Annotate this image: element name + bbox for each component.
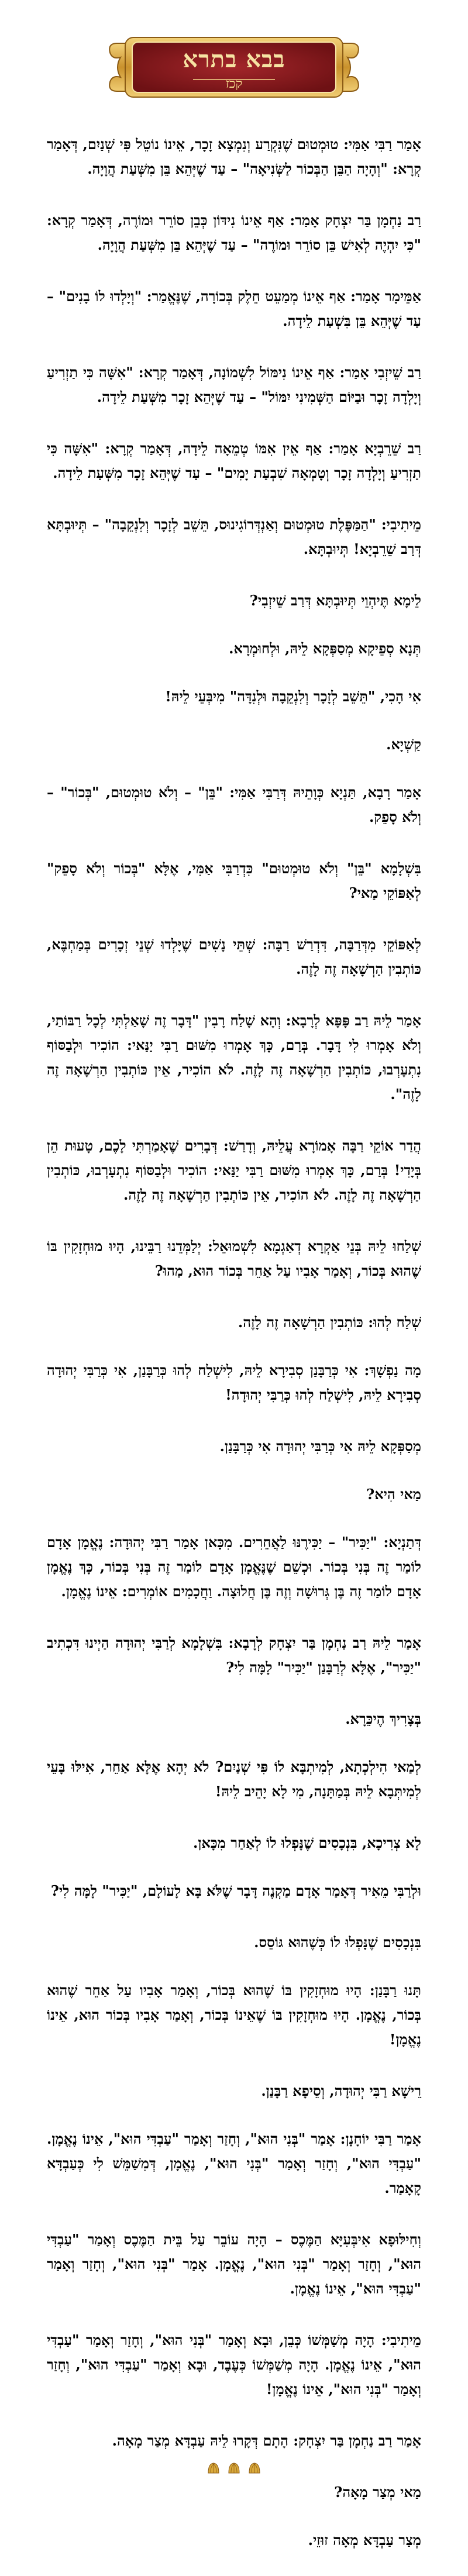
paragraph: בְּצָרִיךְ הֶיכֵּרָא. [345, 1710, 421, 1727]
paragraph: וּלְרַבִּי מֵאִיר דְּאָמַר אָדָם מַקְנֶה דָּבָר שֶׁלֹּא בָּא לָעוֹלָם, "יַכִּיר" לָמָּה לִי? [50, 1882, 421, 1899]
paragraph: אָמַר רַב נַחְמָן בַּר יִצְחָק: הָתָם דְּקָרוּ לֵיהּ עַבְדָּא מְצַר מָאָה. [112, 2432, 421, 2449]
gold-dome-icon [207, 2461, 220, 2474]
header-banner [105, 33, 363, 102]
paragraph: לָא צְרִיכָא, בִּנְכָסִים שֶׁנָּפְלוּ לוֹ לְאַחַר מִכָּאן. [193, 1834, 421, 1851]
paragraph: שְׁלַחוּ לֵיהּ בְּנֵי אַקְרָא דְאַגְמָא לִשְׁמוּאֵל: יְלַמְּדֵנוּ רַבֵּינוּ, הָיוּ מוּחְזָקִין בּוֹ שֶׁהוּא בְּכוֹר, וְאָמַר אָבִיו עַל אַחֵר בְּכוֹר הוּא, מַהוּ? [47, 1238, 421, 1279]
paragraph: תָּנוּ רַבָּנַן: הָיוּ מוּחְזָקִין בּוֹ שֶׁהוּא בְּכוֹר, וְאָמַר אָבִיו עַל אַחֵר שֶׁהוּא בְּכוֹר, נֶאֱמָן. הָיוּ מוּחְזָקִין בּוֹ שֶׁאֵינוֹ בְּכוֹר, וְאָמַר אָבִיו בְּכוֹר הוּא, אֵינוֹ נֶאֱמָן! [47, 1982, 421, 2048]
paragraph: בִּנְכָסִים שֶׁנָּפְלוּ לוֹ כְּשֶׁהוּא גּוֹסֵס. [254, 1934, 421, 1951]
paragraph: אָמַר רַבִּי אַמִּי: טוּמְטוּם שֶׁנִּקְרַע וְנִמְצָא זָכָר, אֵינוֹ נוֹטֵל פִּי שְׁנַיִם, דְּאָמַר קְרָא: "וְהָיָה הַבֵּן הַבְּכוֹר לַשְּׂנִיאָה" – עַד שֶׁיְּהֵא בֵּן מִשְּׁעַת הֲוָיָה. [47, 136, 421, 177]
paragraph: מֵיתִיבִי: "הַמַּפֶּלֶת טוּמְטוּם וְאַנְדְּרוֹגִינוּס, תֵּשֵׁב לְזָכָר וְלִנְקֵבָה" – תְּיוּבְתָּא דְּרַב שֵׁרֵבְיָא! תְּיוּבְתָּא. [47, 516, 421, 557]
paragraph: בִּשְׁלָמָא "בֵּן" וְלֹא טוּמְטוּם" כִּדְרַבִּי אַמִּי, אֶלָּא "בְּכוֹר וְלֹא סָפֵק" לְאַפּוֹקֵי מַאי? [47, 860, 421, 901]
paragraph: לְמַאי הִילְכְתָא, לְמִיתְבָּא לוֹ פִּי שְׁנַיִם? לֹא יְהָא אֶלָּא אַחֵר, אִילּוּ בָּעֵי לְמִיתְּבָא לֵיהּ בְּמַתָּנָה, מִי לָא יָהֵיב לֵיהּ! [47, 1758, 421, 1800]
paragraph: תְּנָא סְפֵיקָא מְסַפְּקָא לֵיהּ, וּלְחוּמְרָא. [229, 640, 421, 657]
paragraph: אַמֵּימָר אָמַר: אַף אֵינוֹ מְמַעֵט חֵלֶק בְּכוֹרָה, שֶׁנֶּאֱמַר: "וְיָלְדוּ לוֹ בָנִים" – עַד שֶׁיְּהֵא בֵּן בִּשְׁעַת לֵידָה. [47, 288, 421, 329]
gold-dome-icon [228, 2461, 240, 2474]
paragraph: מֵיתִיבִי: הָיָה מְשַׁמְּשׁוֹ כְּבֵן, וּבָא וְאָמַר "בְּנִי הוּא", וְחָזַר וְאָמַר "עַבְדִּי הוּא", אֵינוֹ נֶאֱמָן. הָיָה מְשַׁמְּשׁוֹ כְּעֶבֶד, וּבָא וְאָמַר "עַבְדִּי הוּא", וְחָזַר וְאָמַר "בְּנִי הוּא", אֵינוֹ נֶאֱמָן! [47, 2332, 421, 2398]
paragraph: רַב שֵׁיזְבִי אָמַר: אַף אֵינוֹ נִימּוֹל לִשְׁמוֹנָה, דְּאָמַר קְרָא: "אִשָּׁה כִּי תַזְרִיעַ וְיָלְדָה זָכָר וּבַיּוֹם הַשְּׁמִינִי יִמּוֹל" – עַד שֶׁיְּהֵא זָכָר מִשְּׁעַת לֵידָה. [47, 364, 421, 405]
paragraph: שְׁלַח לְהוּ: כּוֹתְבִין הַרְשָׁאָה זֶה לָזֶה. [238, 1314, 421, 1331]
paragraph: מְצַר עַבְדָּא מְאָה זוּזֵי. [308, 2532, 421, 2549]
paragraph: מְסַפְּקָא לֵיהּ אִי כְּרַבִּי יְהוּדָה אִי כְּרַבָּנַן. [219, 1438, 421, 1455]
footer-ornament [0, 2461, 468, 2477]
paragraph: אִי הָכִי, "תֵּשֵׁב לְזָכָר וְלִנְקֵבָה וּלְנִדָּה" מִיבְּעֵי לֵיהּ! [165, 688, 421, 705]
paragraph: רַב שֵׁרֵבְיָא אָמַר: אַף אֵין אִמּוֹ טְמֵאָה לֵידָה, דְּאָמַר קְרָא: "אִשָּׁה כִּי תַזְרִיעַ וְיָלְדָה זָכָר וְטָמְאָה שִׁבְעַת יָמִים" – עַד שֶׁיְּהֵא זָכָר מִשְּׁעַת לֵידָה. [47, 440, 421, 481]
gold-dome-icon [248, 2461, 261, 2474]
tractate-title: בבא בתרא [183, 46, 285, 73]
paragraph: קַשְׁיָא. [386, 736, 421, 753]
paragraph: מַאי הִיא? [366, 1486, 421, 1503]
paragraph: לְאַפּוֹקֵי מִדְּרַבָּה, דִּדְרַשׁ רַבָּה: שְׁתֵּי נָשִׁים שֶׁיָּלְדוּ שְׁנֵי זְכָרִים בְּמַחְבֶּא, כּוֹתְבִין הַרְשָׁאָה זֶה לָזֶה. [47, 936, 421, 977]
paragraph: אָמַר לֵיהּ רַב פָּפָּא לְרָבָא: וְהָא שָׁלַח רָבִין "דָּבָר זֶה שָׁאַלְתִּי לְכָל רַבּוֹתַי, וְלֹא אָמְרוּ לִי דָּבָר. בְּרַם, כָּךְ אָמְרוּ מִשּׁוּם רַבִּי יַנַּאי: הוֹכִיר וּלְבַסּוֹף נִתְעָרְבוּ, כּוֹתְבִין הַרְשָׁאָה זֶה לָזֶה. לֹא הוֹכִיר, אֵין כּוֹתְבִין הַרְשָׁאָה זֶה לָזֶה". [47, 1012, 421, 1103]
paragraph: רֵישָׁא רַבִּי יְהוּדָה, וְסֵיפָא רַבָּנַן. [261, 2082, 421, 2099]
paragraph: אָמַר רָבָא, תַּנְיָא כְּוָתֵיהּ דְּרַבִּי אַמִּי: "בֵּן" – וְלֹא טוּמְטוּם, "בְּכוֹר" – וְלֹא סָפֵק. [47, 784, 421, 825]
paragraph: מָה נַפְשָׁךְ: אִי כְּרַבָּנַן סְבִירָא לֵיהּ, לִישְׁלַח לְהוּ כְּרַבָּנַן, אִי כְּרַבִּי יְהוּדָה סְבִירָא לֵיהּ, לִישְׁלַח לְהוּ כְּרַבִּי יְהוּדָה! [47, 1362, 422, 1403]
paragraph: רַב נַחְמָן בַּר יִצְחָק אָמַר: אַף אֵינוֹ נִידּוֹן כְּבֵן סוֹרֵר וּמוֹרֶה, דְּאָמַר קְרָא: "כִּי יִהְיֶה לְאִישׁ בֵּן סוֹרֵר וּמוֹרֶה" – עַד שֶׁיְּהֵא בֵּן מִשְּׁעַת הֲוָיָה. [47, 212, 421, 253]
paragraph: דְּתַנְיָא: "יַכִּיר" – יַכִּירֶנּוּ לַאֲחֵרִים. מִכָּאן אָמַר רַבִּי יְהוּדָה: נֶאֱמָן אָדָם לוֹמַר זֶה בְּנִי בְּכוֹר. וּכְשֵׁם שֶׁנֶּאֱמָן אָדָם לוֹמַר זֶה בְּנִי בְּכוֹר, כָּךְ נֶאֱמָן אָדָם לוֹמַר זֶה בֶּן גְּרוּשָׁה וְזֶה בֶּן חֲלוּצָה. וַחֲכָמִים אוֹמְרִים: אֵינוֹ נֶאֱמָן. [47, 1534, 421, 1600]
paragraph: לֵימָא תֶּיהְוֵי תְּיוּבְתָּא דְּרַב שֵׁיזְבִי? [249, 592, 421, 609]
paragraph: אָמַר רַבִּי יוֹחָנָן: אָמַר "בְּנִי הוּא", וְחָזַר וְאָמַר "עַבְדִּי הוּא", אֵינוֹ נֶאֱמָן. "עַבְדִּי הוּא", וְחָזַר וְאָמַר "בְּנִי הוּא", נֶאֱמָן, דְּמִשַׁמֵּשׁ לִי כְּעַבְדָּא קָאָמַר. [47, 2130, 421, 2196]
paragraph: וְחִילּוּפָא אִיבְּעִיָּא הַמֶּכֶס – הָיָה עוֹבֵר עַל בֵּית הַמֶּכֶס וְאָמַר "עַבְדִּי הוּא", וְחָזַר וְאָמַר "בְּנִי הוּא", נֶאֱמָן. אָמַר "בְּנִי הוּא", וְחָזַר וְאָמַר "עַבְדִּי הוּא", אֵינוֹ נֶאֱמָן. [47, 2231, 421, 2297]
paragraph: מַאי מְצַר מָאָה? [334, 2484, 421, 2501]
paragraph: הֲדַר אוֹקֵי רַבָּה אָמוֹרָא עֲלֵיהּ, וְדָרַשׁ: דְּבָרִים שֶׁאָמַרְתִּי לָכֶם, טָעוּת הֵן בְּיָדִי! בְּרַם, כָּךְ אָמְרוּ מִשּׁוּם רַבִּי יַנַּאי: הוֹכִיר וּלְבַסּוֹף נִתְעָרְבוּ, כּוֹתְבִין הַרְשָׁאָה זֶה לָזֶה. לֹא הוֹכִיר, אֵין כּוֹתְבִין הַרְשָׁאָה זֶה לָזֶה. [47, 1137, 421, 1203]
talmud-text [47, 132, 421, 2576]
paragraph: אָמַר לֵיהּ רַב נַחְמָן בַּר יִצְחָק לְרָבָא: בִּשְׁלָמָא לְרַבִּי יְהוּדָה הַיְינוּ דִּכְתִיב "יַכִּיר", אֶלָּא לְרַבָּנַן "יַכִּיר" לָמָּה לִי? [47, 1634, 421, 1676]
page-number: קכז [225, 77, 243, 91]
